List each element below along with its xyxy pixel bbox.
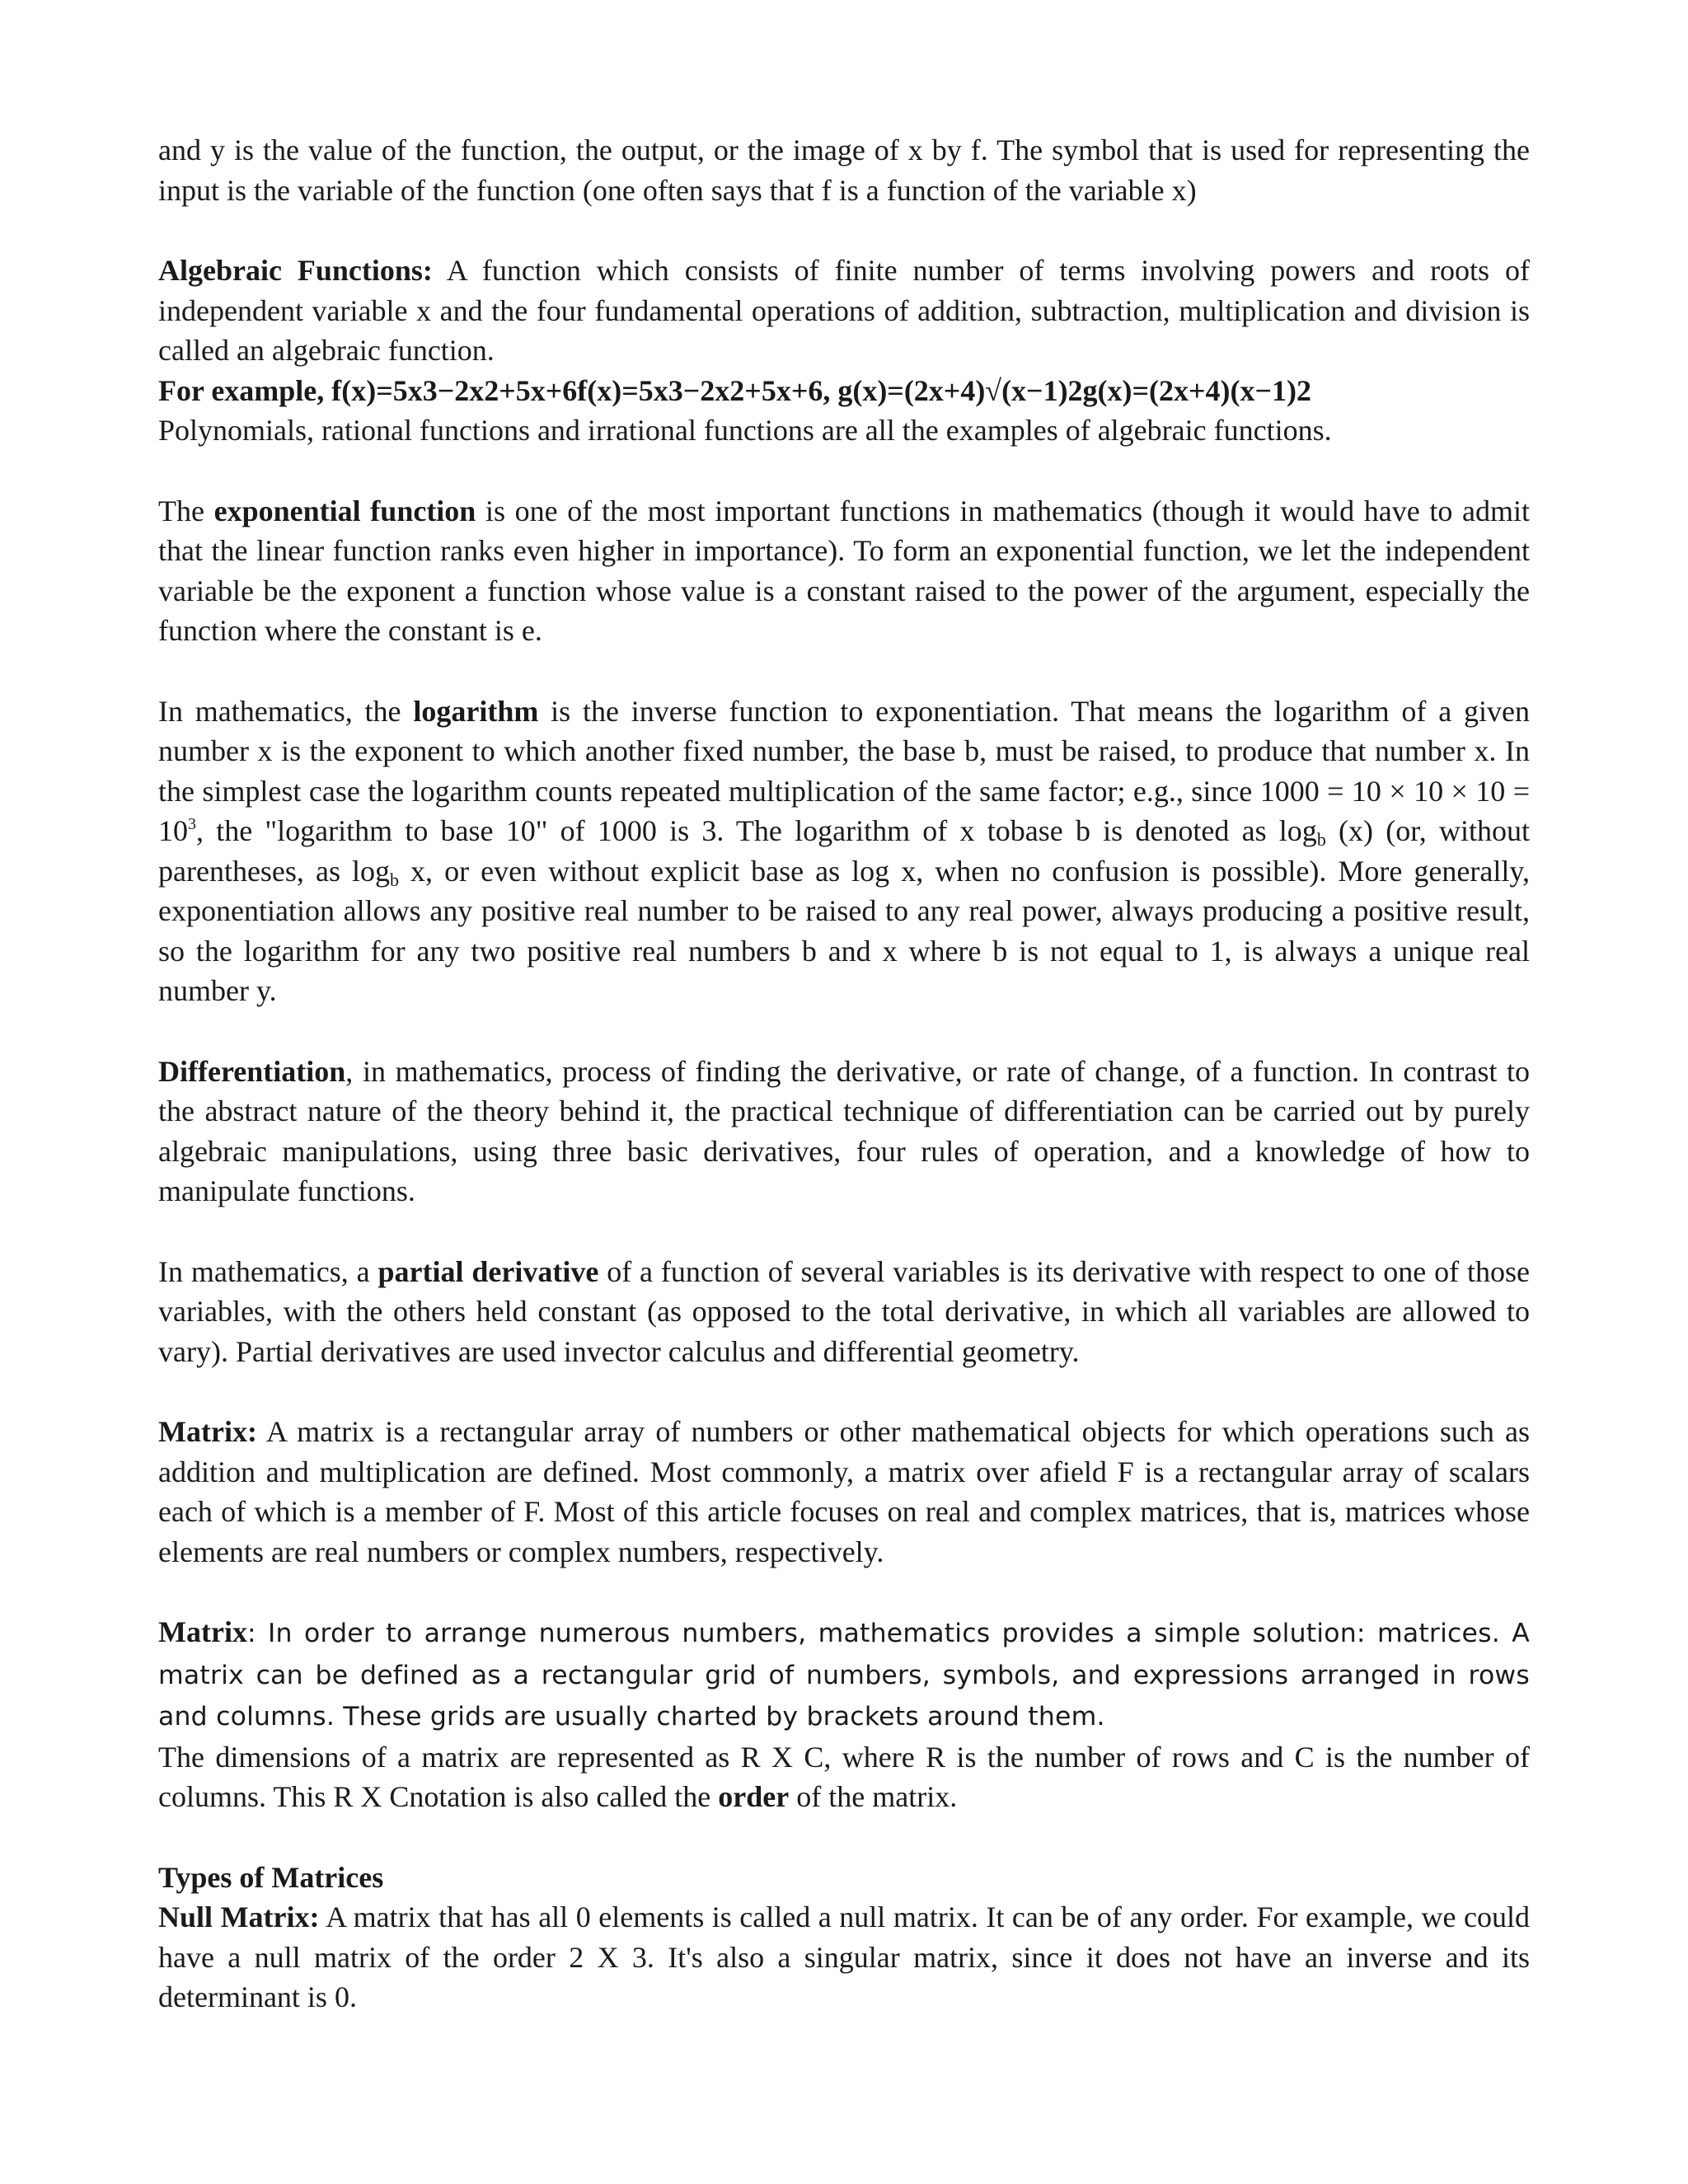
matrix1-heading: Matrix: — [158, 1415, 257, 1448]
logarithm-part4: x, or even without explicit base as log x, when no confusion is possible). More generally, exponentiation allows any positive real number to be raised to any real power, always producing a positive result, so the logarithm for any two positive real numbers b and x where b is not equal to 1, is always a unique real number y. — [158, 854, 1530, 1007]
logarithm-pre: In mathematics, the — [158, 694, 414, 728]
matrix2-heading: Matrix — [158, 1615, 247, 1648]
differentiation-paragraph — [158, 1052, 1530, 1212]
types-heading-line — [158, 1858, 1530, 1898]
matrix-dimensions-post: of the matrix. — [789, 1780, 958, 1813]
logarithm-subscript-2: b — [390, 869, 399, 890]
partial-term: partial derivative — [377, 1254, 599, 1288]
logarithm-term: logarithm — [413, 694, 539, 728]
logarithm-part3: (x) (or, without parentheses, as log — [158, 814, 1531, 888]
algebraic-body: A function which consists of finite number of terms involving powers and roots of independent variable x and the four fundamental operations of addition, subtraction, multiplication and division is called an algebraic function. — [158, 254, 1530, 367]
algebraic-example-text: For example, f(x)=5x3−2x2+5x+6f(x)=5x3−2x2+5x+6, g(x)=(2x+4)√(x−1)2g(x)=(2x+4)(x−1)2 — [158, 373, 1312, 407]
exponential-paragraph — [158, 491, 1530, 651]
algebraic-functions-section — [158, 251, 1530, 451]
exponential-term: exponential function — [213, 494, 476, 527]
matrix-dimensions-pre: The dimensions of a matrix are represented as R X C, where R is the number of rows and C is the number of columns. This R X Cnotation is also called the — [158, 1740, 1530, 1813]
algebraic-heading: Algebraic Functions: — [158, 254, 433, 287]
logarithm-part1: is the inverse function to exponentiation. That means the logarithm of a given number x is the exponent to which another fixed number, the base b, must be raised, to produce that number x. In the simplest case the logarithm counts repeated multiplication of the same factor; e.g., since 1000 = 10 × 10 × 10 = 10 — [158, 694, 1531, 847]
matrix2-definition — [158, 1612, 1530, 1737]
matrix-dimensions — [158, 1737, 1530, 1817]
logarithm-part2: , the "logarithm to base 10" of 1000 is 3. The logarithm of x tobase b is denoted as log — [196, 814, 1317, 847]
intro-paragraph — [158, 130, 1530, 210]
logarithm-subscript-1: b — [1316, 829, 1326, 850]
partial-derivative-paragraph — [158, 1252, 1530, 1372]
algebraic-example — [158, 371, 1530, 411]
matrix-order-term: order — [718, 1780, 790, 1813]
logarithm-paragraph — [158, 691, 1530, 1011]
algebraic-note-text: Polynomials, rational functions and irrational functions are all the examples of algebraic functions. — [158, 414, 1332, 447]
exponential-pre: The — [158, 494, 214, 527]
differentiation-term: Differentiation — [158, 1054, 346, 1088]
differentiation-post: , in mathematics, process of finding the derivative, or rate of change, of a function. In contrast to the abstract nature of the theory behind it, the practical technique of differentiation can be carried out by purely algebraic manipulations, using three basic derivatives, four rules of operation, and a knowledge of how to manipulate functions. — [158, 1054, 1530, 1207]
null-matrix-term: Null Matrix: — [158, 1900, 320, 1933]
types-heading: Types of Matrices — [158, 1860, 384, 1894]
exponential-post: is one of the most important functions in mathematics (though it would have to admit that the linear function ranks even higher in importance). To form an exponential function, we let the independent variable be the exponent a function whose value is a constant raised to the power of the argument, especially the function where the constant is e. — [158, 494, 1531, 647]
matrix2-body: : In order to arrange numerous numbers, mathematics provides a simple solution: matrices. A matrix can be defined as a rectangular grid of numbers, symbols, and expressions arranged in rows and columns. These grids are usually charted by brackets around them. — [158, 1619, 1530, 1732]
document-page — [158, 130, 1530, 2018]
null-matrix-definition — [158, 1897, 1530, 2018]
matrix-definition-paragraph — [158, 1412, 1530, 1572]
partial-pre: In mathematics, a — [158, 1254, 378, 1288]
algebraic-note — [158, 410, 1530, 451]
matrix-grid-section — [158, 1612, 1530, 1817]
partial-post: of a function of several variables is its derivative with respect to one of those variables, with the others held constant (as opposed to the total derivative, in which all variables are allowed to vary). Partial derivatives are used invector calculus and differential geometry. — [158, 1254, 1530, 1368]
intro-text: and y is the value of the function, the output, or the image of x by f. The symbol that is used for representing the input is the variable of the function (one often says that f is a function of the variable x) — [158, 134, 1530, 207]
logarithm-superscript: 3 — [188, 815, 196, 833]
types-of-matrices-section — [158, 1858, 1530, 2018]
algebraic-definition — [158, 251, 1530, 371]
null-matrix-body: A matrix that has all 0 elements is called a null matrix. It can be of any order. For example, we could have a null matrix of the order 2 X 3. It's also a singular matrix, since it does not have an inverse and its determinant is 0. — [158, 1900, 1531, 2013]
matrix1-body: A matrix is a rectangular array of numbers or other mathematical objects for which operations such as addition and multiplication are defined. Most commonly, a matrix over afield F is a rectangular array of scalars each of which is a member of F. Most of this article focuses on real and complex matrices, that is, matrices whose elements are real numbers or complex numbers, respectively. — [158, 1415, 1530, 1568]
